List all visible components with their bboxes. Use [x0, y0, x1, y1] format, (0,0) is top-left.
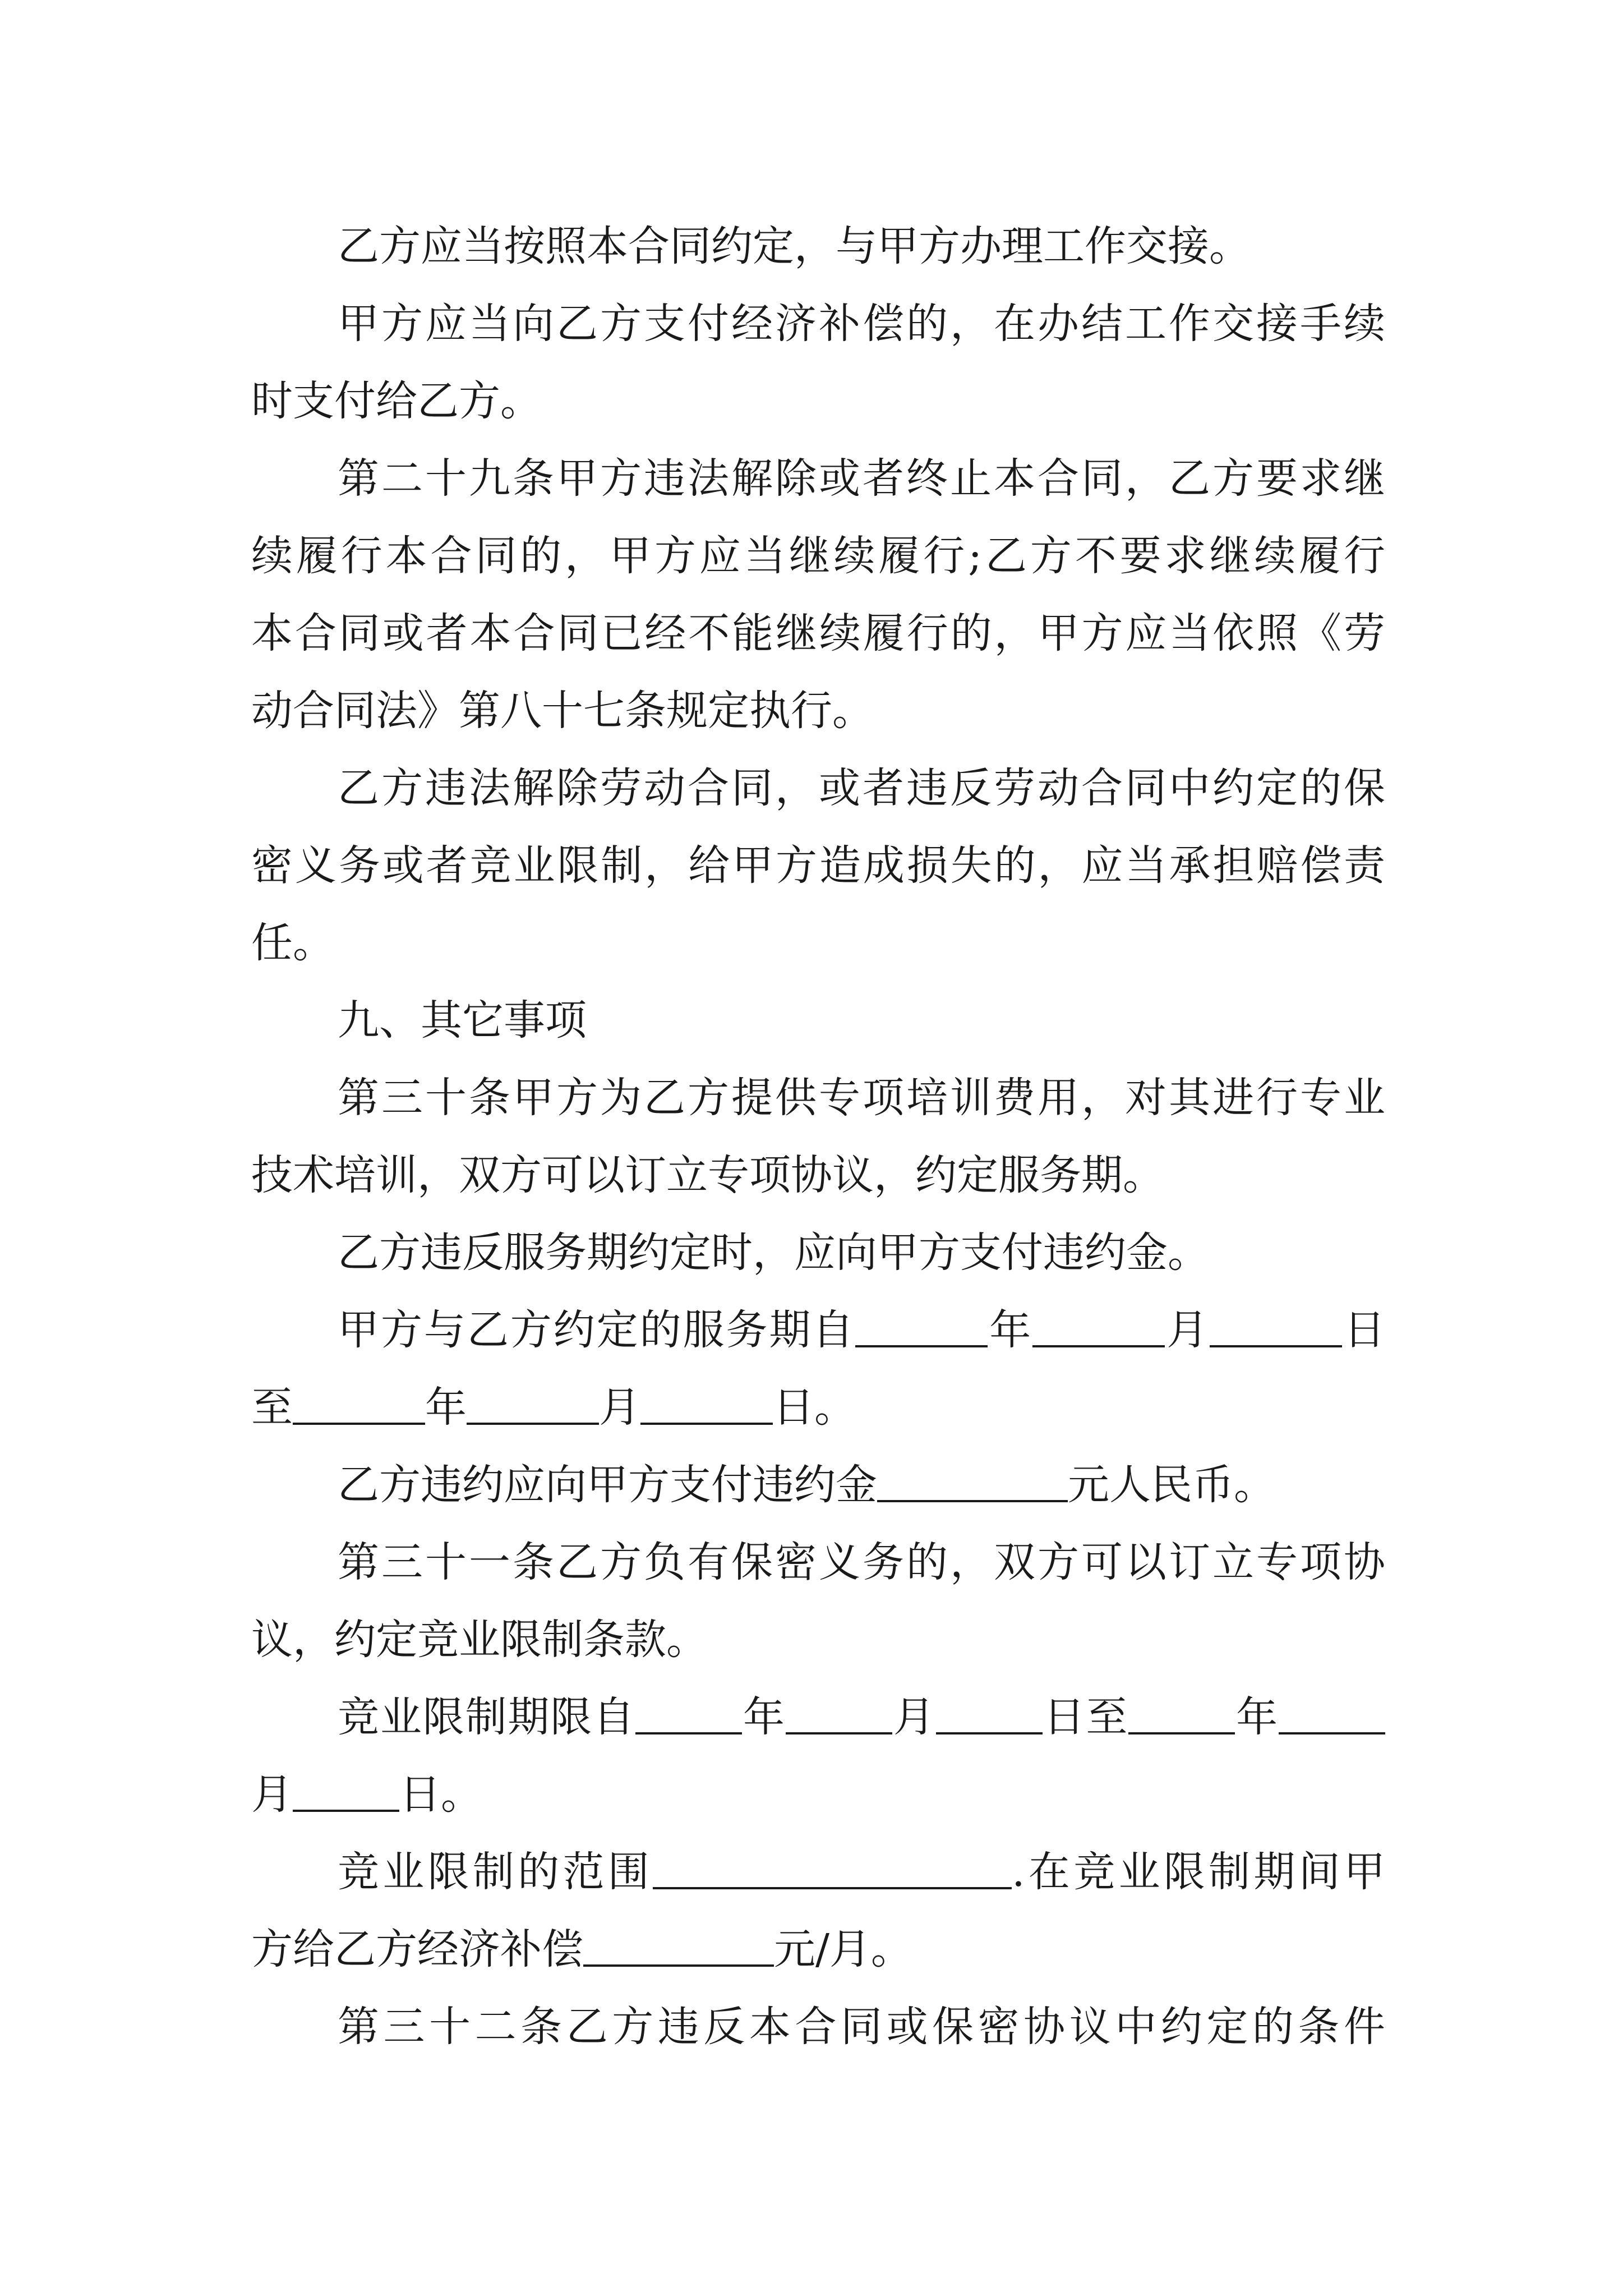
end-month-blank[interactable]: [467, 1383, 599, 1425]
line-text: 月: [599, 1383, 640, 1432]
noncompete-scope-blank[interactable]: [653, 1848, 1012, 1889]
paragraph-line: 甲方应当向乙方支付经济补偿的，在办结工作交接手续: [338, 300, 1385, 348]
nc-end-month-blank[interactable]: [1279, 1693, 1385, 1734]
nc-start-day-blank[interactable]: [936, 1693, 1043, 1734]
line-text: 乙方违约应向甲方支付违约金: [338, 1461, 877, 1509]
line-text: 日。: [399, 1770, 482, 1819]
line-text: 日至: [1042, 1693, 1129, 1741]
compensation-line: [251, 1911, 1385, 1988]
end-day-blank[interactable]: [640, 1383, 773, 1425]
article-29-line: 第二十九条甲方违法解除或者终止本合同，乙方要求继: [338, 454, 1385, 503]
line-text: 元人民币。: [1068, 1461, 1275, 1509]
paragraph-line: 任。: [251, 919, 334, 967]
paragraph-line: 密义务或者竞业限制，给甲方造成损失的，应当承担赔偿责: [251, 841, 1385, 890]
line-text: 元/月。: [774, 1925, 912, 1973]
line-text: 月: [892, 1693, 936, 1741]
line-text: 至: [251, 1383, 293, 1432]
paragraph-line: 本合同或者本合同已经不能继续履行的，甲方应当依照《劳: [251, 609, 1385, 657]
noncompete-scope-line: [251, 1833, 1385, 1911]
line-text: 竞业限制期限自: [338, 1693, 636, 1741]
paragraph-line: 乙方应当按照本合同约定，与甲方办理工作交接。: [338, 222, 1251, 270]
service-period-line: [251, 1291, 1385, 1369]
article-32-line: 第三十二条乙方违反本合同或保密协议中约定的条件: [338, 2003, 1385, 2051]
start-year-blank[interactable]: [855, 1306, 988, 1347]
line-text: .在竞业限制期间甲: [1012, 1848, 1385, 1896]
start-month-blank[interactable]: [1032, 1306, 1165, 1347]
end-year-blank[interactable]: [293, 1383, 425, 1425]
line-text: 竞业限制的范围: [338, 1848, 653, 1896]
nc-end-day-blank[interactable]: [293, 1770, 399, 1812]
nc-end-year-blank[interactable]: [1128, 1693, 1235, 1734]
paragraph-line: 技术培训，双方可以订立专项协议，约定服务期。: [251, 1151, 1164, 1199]
compensation-amount-blank[interactable]: [583, 1925, 774, 1967]
penalty-amount-blank[interactable]: [877, 1461, 1068, 1502]
start-day-blank[interactable]: [1210, 1306, 1342, 1347]
paragraph-line: 乙方违法解除劳动合同，或者违反劳动合同中约定的保: [338, 764, 1385, 812]
noncompete-period-line: [251, 1678, 1385, 1756]
line-text: 年: [988, 1306, 1033, 1354]
paragraph-line: 动合同法》第八十七条规定执行。: [251, 687, 874, 735]
section-heading: 九、其它事项: [338, 996, 587, 1045]
paragraph-line: 时支付给乙方。: [251, 377, 542, 425]
line-text: 年: [742, 1693, 786, 1741]
service-period-end-line: [251, 1369, 1385, 1446]
line-text: 甲方与乙方约定的服务期自: [338, 1306, 856, 1354]
line-text: 月: [1165, 1306, 1210, 1354]
line-text: 日。: [773, 1383, 856, 1432]
line-text: 年: [425, 1383, 467, 1432]
line-text: 年: [1235, 1693, 1279, 1741]
contract-text-body: [251, 208, 1385, 2065]
article-31-line: 第三十一条乙方负有保密义务的，双方可以订立专项协: [338, 1538, 1385, 1586]
line-text: 方给乙方经济补偿: [251, 1925, 583, 1973]
paragraph-line: 议，约定竞业限制条款。: [251, 1616, 708, 1664]
noncompete-period-end-line: [251, 1756, 1385, 1833]
line-text: 日: [1342, 1306, 1386, 1354]
paragraph-line: 乙方违反服务期约定时，应向甲方支付违约金。: [338, 1228, 1209, 1277]
paragraph-line: 续履行本合同的，甲方应当继续履行;乙方不要求继续履行: [251, 532, 1385, 580]
penalty-line: [251, 1446, 1385, 1524]
line-text: 月: [251, 1770, 293, 1819]
nc-start-month-blank[interactable]: [786, 1693, 892, 1734]
article-30-line: 第三十条甲方为乙方提供专项培训费用，对其进行专业: [338, 1074, 1385, 1122]
nc-start-year-blank[interactable]: [635, 1693, 742, 1734]
